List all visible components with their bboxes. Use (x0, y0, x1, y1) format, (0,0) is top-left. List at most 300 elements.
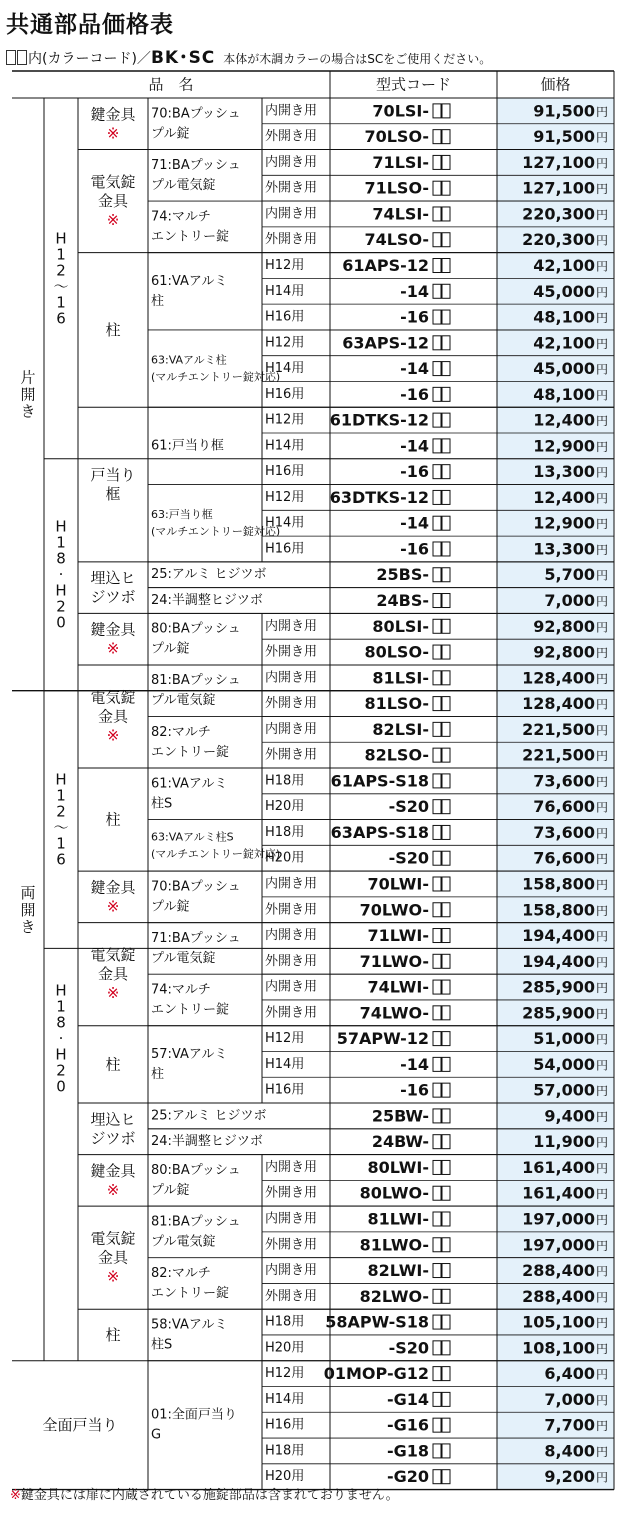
color-code-box-icon (433, 903, 441, 917)
currency-unit: 円 (596, 1290, 609, 1305)
item-name-text: 柱S (151, 796, 173, 812)
row-code: -G18 (386, 1441, 429, 1461)
color-code-box-icon (442, 1083, 450, 1097)
group-label-text: 電気錠 (90, 946, 136, 965)
row-sub-label: 外開き用 (265, 1005, 318, 1021)
row-price: 128,400 (522, 694, 595, 714)
color-code-box-icon (442, 980, 450, 994)
group-label (105, 321, 120, 339)
row-sub-label: H12用 (265, 335, 305, 351)
color-code-box-icon (433, 1109, 441, 1123)
item-name (151, 437, 224, 453)
item-name-text: 63:VAアルミ柱 (151, 353, 227, 367)
color-code-box-icon (433, 439, 441, 453)
row-code: 82LWI- (367, 1261, 429, 1281)
item-name-text: 25:アルミ ヒジツボ (151, 567, 267, 583)
currency-unit: 円 (596, 1212, 609, 1227)
color-code-box-icon (433, 336, 441, 350)
group-label-text: 金具 (97, 707, 129, 726)
group-label-text: 柱 (105, 320, 121, 339)
item-name-text: 63:戸当り框 (151, 508, 213, 522)
color-code-box-icon (442, 825, 450, 839)
row-code: -16 (400, 1080, 429, 1100)
reference-mark: ※ (106, 984, 120, 1003)
color-code-box-icon (442, 1238, 450, 1252)
row-price: 92,800 (533, 642, 595, 662)
color-code-box-icon (442, 800, 450, 814)
row-price: 45,000 (533, 359, 595, 379)
currency-unit: 円 (596, 1135, 609, 1150)
row-sub-label: H14用 (265, 515, 305, 531)
item-name-text: 61:VAアルミ (151, 273, 228, 289)
row-sub-label: 外開き用 (265, 1237, 318, 1253)
color-code-box-icon (433, 1186, 441, 1200)
footnote-mark: ※ (10, 1488, 21, 1503)
row-price: 57,000 (533, 1080, 595, 1100)
row-sub-label: 外開き用 (265, 180, 318, 196)
currency-unit: 円 (596, 336, 609, 351)
item-name-text: プル電気錠 (151, 177, 216, 193)
row-sub-label: 外開き用 (265, 1185, 318, 1201)
header-name: 品 名 (148, 75, 194, 94)
item-name (151, 1317, 227, 1352)
row-sub-label: 内開き用 (265, 876, 318, 892)
item-name-text: 01:全面戸当り (151, 1407, 237, 1423)
currency-unit: 円 (596, 311, 609, 326)
section-label (20, 368, 35, 420)
group-label-text: 電気錠 (90, 688, 136, 707)
color-code-box-icon (433, 1367, 441, 1381)
color-code-box-icon (433, 542, 441, 556)
row-sub-label: H12用 (265, 258, 305, 274)
group-label-text: 柱 (105, 1055, 121, 1074)
page-title: 共通部品価格表 (6, 12, 174, 38)
currency-unit: 円 (596, 697, 609, 712)
item-name-text: 25:アルミ ヒジツボ (151, 1108, 267, 1124)
color-code-box-icon (442, 697, 450, 711)
row-sub-label: H16用 (265, 1082, 305, 1098)
currency-unit: 円 (596, 130, 609, 145)
item-name-text: エントリー錠 (151, 1002, 230, 1018)
color-code-box-icon (433, 1341, 441, 1355)
color-code-box-icon (433, 1264, 441, 1278)
group-label (90, 1110, 135, 1147)
item-name-text: (マルチエントリー錠対応) (151, 370, 281, 384)
color-code-box-icon (442, 1264, 450, 1278)
item-name (151, 1266, 229, 1301)
size-label (55, 518, 66, 632)
row-price: 9,200 (544, 1467, 595, 1487)
color-code-box-icon (442, 1160, 450, 1174)
size-label-char: H (55, 981, 67, 1000)
color-code-box-icon (442, 362, 450, 376)
currency-unit: 円 (596, 852, 609, 867)
item-name (151, 1163, 241, 1198)
color-code-box-icon (433, 1212, 441, 1226)
row-sub-label: H18用 (265, 1314, 305, 1330)
item-name (151, 622, 241, 657)
size-label-char: 0 (56, 613, 66, 632)
row-price: 42,100 (533, 333, 595, 353)
row-price: 197,000 (522, 1235, 595, 1255)
currency-unit: 円 (596, 671, 609, 686)
group-label (90, 569, 135, 606)
currency-unit: 円 (596, 1238, 609, 1253)
color-code-box-icon (442, 954, 450, 968)
row-code: -S20 (388, 797, 429, 817)
color-code-box-icon (433, 181, 441, 195)
row-code: 24BW- (371, 1132, 429, 1152)
currency-unit: 円 (596, 594, 609, 609)
header-price: 価格 (540, 75, 571, 94)
currency-unit: 円 (596, 156, 609, 171)
color-code-box-icon (433, 310, 441, 324)
group-label-text: 埋込ヒ (90, 569, 136, 588)
size-label-char: 1 (56, 293, 66, 312)
row-code: 80LWO- (359, 1183, 429, 1203)
color-code-box-icon (442, 1186, 450, 1200)
footnote-text: 鍵金具には扉に内蔵されている施錠部品は含まれておりません。 (20, 1488, 399, 1503)
row-sub-label: H20用 (265, 1340, 305, 1356)
item-name (151, 209, 229, 244)
row-price: 13,300 (533, 462, 595, 482)
size-label-char: H (55, 581, 67, 600)
color-code-box-icon (442, 284, 450, 298)
color-code-box-icon (433, 722, 441, 736)
row-price: 91,500 (533, 127, 595, 147)
row-code: 71LSO- (364, 178, 429, 198)
color-code-box-icon (433, 929, 441, 943)
group-label-text: 戸当り (90, 466, 136, 485)
color-code-box-icon (442, 336, 450, 350)
row-sub-label: 内開き用 (265, 979, 318, 995)
size-label-char: 〜 (53, 277, 69, 296)
item-name (151, 274, 227, 309)
color-code-box-icon (433, 1392, 441, 1406)
group-label-text: 金具 (97, 1248, 129, 1267)
row-code: -S20 (388, 1338, 429, 1358)
item-name-text: 63:VAアルミ柱S (151, 830, 234, 844)
item-name (151, 1133, 263, 1149)
item-name-text: プル錠 (151, 126, 190, 142)
currency-unit: 円 (596, 1084, 609, 1099)
currency-unit: 円 (596, 104, 609, 119)
row-code: 58APW-S18 (325, 1312, 429, 1332)
row-price: 6,400 (544, 1364, 595, 1384)
color-code-box-icon (433, 774, 441, 788)
color-code-box-icon (433, 1006, 441, 1020)
row-price: 8,400 (544, 1441, 595, 1461)
group-label-text: 電気錠 (90, 173, 136, 192)
item-name-text: プル電気錠 (151, 1234, 216, 1250)
row-sub-label: 外開き用 (265, 1288, 318, 1304)
row-price: 285,900 (522, 977, 595, 997)
row-sub-label: H16用 (265, 464, 305, 480)
group-label (90, 173, 135, 229)
row-code: -14 (400, 359, 429, 379)
color-code-box-icon (442, 1418, 450, 1432)
row-sub-label: H12用 (265, 412, 305, 428)
row-price: 48,100 (533, 384, 595, 404)
color-code-box-icon (433, 362, 441, 376)
item-name-text: 70:BAプッシュ (151, 106, 241, 122)
color-code-box-icon (442, 903, 450, 917)
group-label-text: 鍵金具 (90, 105, 136, 124)
section-label-char: 両 (20, 883, 36, 902)
currency-unit: 円 (596, 903, 609, 918)
section-label-char: き (20, 917, 36, 936)
color-code-box-icon (433, 104, 441, 118)
section-label (20, 884, 35, 936)
row-sub-label: H18用 (265, 1443, 305, 1459)
row-price: 194,400 (522, 951, 595, 971)
size-label-char: 8 (56, 1013, 66, 1032)
color-code-box-icon (433, 1083, 441, 1097)
currency-unit: 円 (596, 259, 609, 274)
reference-mark: ※ (106, 124, 120, 143)
reference-mark: ※ (106, 897, 120, 916)
color-codes: BK･SC (150, 48, 216, 68)
size-label-char: · (58, 1029, 64, 1048)
size-label-char: 1 (56, 997, 66, 1016)
item-name-text: 81:BAプッシュ (151, 673, 241, 689)
color-code-box-icon (433, 954, 441, 968)
size-label-char: 1 (56, 786, 66, 805)
row-price: 12,400 (533, 487, 595, 507)
color-code-box-icon (442, 542, 450, 556)
currency-unit: 円 (596, 800, 609, 815)
row-price: 54,000 (533, 1054, 595, 1074)
row-sub-label: 内開き用 (265, 1159, 318, 1175)
color-code-box-icon (433, 1238, 441, 1252)
currency-unit: 円 (596, 620, 609, 635)
color-code-box-icon (442, 490, 450, 504)
row-code: -14 (400, 513, 429, 533)
row-code: 70LWI- (367, 874, 429, 894)
color-code-box-icon (433, 1032, 441, 1046)
group-label (90, 105, 136, 142)
group-label-text: 鍵金具 (90, 620, 136, 639)
currency-unit: 円 (596, 723, 609, 738)
item-name (151, 776, 227, 811)
row-price: 285,900 (522, 1003, 595, 1023)
currency-unit: 円 (596, 1006, 609, 1021)
currency-unit: 円 (596, 1058, 609, 1073)
size-label-char: 6 (56, 309, 66, 328)
currency-unit: 円 (596, 388, 609, 403)
color-code-box-icon (442, 568, 450, 582)
row-code: -14 (400, 1054, 429, 1074)
row-price: 76,600 (533, 797, 595, 817)
row-code: -16 (400, 384, 429, 404)
item-name-text: 58:VAアルミ (151, 1317, 228, 1333)
color-code-box-icon (433, 207, 441, 221)
color-code-box-icon (442, 851, 450, 865)
row-code: 70LWO- (359, 900, 429, 920)
group-label-text: 鍵金具 (90, 1161, 136, 1180)
row-sub-label: H20用 (265, 850, 305, 866)
row-code: 63APS-12 (342, 333, 429, 353)
subtitle-note: 本体が木調カラーの場合はSCをご使用ください。 (223, 52, 492, 66)
row-price: 288,400 (522, 1286, 595, 1306)
size-label-char: H (55, 770, 67, 789)
row-sub-label: H16用 (265, 541, 305, 557)
color-code-box-icon (433, 697, 441, 711)
row-sub-label: H16用 (265, 309, 305, 325)
size-label-char: 2 (56, 1061, 66, 1080)
color-code-box-icon (433, 490, 441, 504)
row-price: 42,100 (533, 256, 595, 276)
color-code-box-icon (442, 1444, 450, 1458)
currency-unit: 円 (596, 568, 609, 583)
group-label (105, 1326, 120, 1344)
item-name-text: エントリー錠 (151, 229, 230, 245)
row-code: 70LSI- (372, 101, 429, 121)
item-name-text: プル電気錠 (151, 693, 216, 709)
color-code-box-icon (442, 1006, 450, 1020)
row-price: 13,300 (533, 539, 595, 559)
item-name (151, 106, 241, 141)
item-name (151, 592, 263, 608)
group-label (105, 811, 120, 829)
row-price: 73,600 (533, 822, 595, 842)
row-price: 45,000 (533, 281, 595, 301)
section-label-char: 開 (20, 900, 36, 919)
row-code: 82LSI- (372, 719, 429, 739)
color-code-box-icon (442, 671, 450, 685)
color-code-box-icon (433, 284, 441, 298)
row-price: 128,400 (522, 668, 595, 688)
row-sub-label: 外開き用 (265, 953, 318, 969)
row-code: -14 (400, 436, 429, 456)
row-code: 80LWI- (367, 1157, 429, 1177)
color-code-box-icon (433, 387, 441, 401)
color-code-box-icon (433, 1289, 441, 1303)
color-code-box-icon (433, 568, 441, 582)
item-name-text: プル錠 (151, 641, 190, 657)
row-price: 51,000 (533, 1029, 595, 1049)
item-name-text: 71:BAプッシュ (151, 930, 241, 946)
color-code-box-icon (442, 310, 450, 324)
row-code: 63DTKS-12 (329, 487, 429, 507)
color-code-box-icon (442, 1315, 450, 1329)
group-label (90, 1162, 136, 1199)
size-label-char: 6 (56, 850, 66, 869)
currency-unit: 円 (596, 1341, 609, 1356)
color-code-box-icon (433, 516, 441, 530)
row-price: 92,800 (533, 616, 595, 636)
color-code-box-icon (442, 1032, 450, 1046)
row-sub-label: 内開き用 (265, 1263, 318, 1279)
currency-unit: 円 (596, 877, 609, 892)
color-code-box-icon (442, 1341, 450, 1355)
item-name-text: 82:マルチ (151, 724, 211, 740)
item-name (151, 1108, 267, 1123)
row-price: 9,400 (544, 1106, 595, 1126)
color-code-box-icon (433, 259, 441, 273)
row-code: 61APS-12 (342, 256, 429, 276)
color-code-box-icon (433, 825, 441, 839)
section-label-char: 片 (20, 368, 36, 387)
row-price: 221,500 (522, 719, 595, 739)
size-label (53, 229, 68, 327)
row-code: 81LSI- (372, 668, 429, 688)
size-label-char: 〜 (53, 818, 69, 837)
item-name (151, 1214, 241, 1249)
row-sub-label: H16用 (265, 386, 305, 402)
currency-unit: 円 (596, 1393, 609, 1408)
reference-mark: ※ (106, 1180, 120, 1199)
size-label-char: · (58, 565, 64, 584)
size-label-char: 1 (56, 245, 66, 264)
item-name-text: 74:マルチ (151, 209, 211, 225)
row-code: 71LSI- (372, 152, 429, 172)
size-label (53, 771, 68, 869)
currency-unit: 円 (596, 285, 609, 300)
row-price: 12,900 (533, 513, 595, 533)
color-code-box-icon (442, 1057, 450, 1071)
color-code-box-icon (442, 1367, 450, 1381)
row-code: 74LWO- (359, 1003, 429, 1023)
row-sub-label: 内開き用 (265, 1211, 318, 1227)
color-code-box-icon (433, 1418, 441, 1432)
currency-unit: 円 (596, 542, 609, 557)
group-label-text: 埋込ヒ (90, 1110, 136, 1129)
item-name-text: 柱 (151, 1066, 165, 1082)
row-sub-label: H14用 (265, 1056, 305, 1072)
currency-unit: 円 (596, 1470, 609, 1485)
row-price: 11,900 (533, 1132, 595, 1152)
size-label-char: 8 (56, 549, 66, 568)
color-code-box-icon (442, 233, 450, 247)
item-name (151, 1407, 237, 1443)
color-code-box-icon (442, 748, 450, 762)
currency-unit: 円 (596, 362, 609, 377)
size-label-char: H (55, 517, 67, 536)
currency-unit: 円 (596, 1367, 609, 1382)
row-code: 63APS-S18 (330, 822, 429, 842)
size-label-char: 0 (56, 1077, 66, 1096)
group-label-text: 框 (105, 485, 121, 504)
color-code-box-icon (433, 1160, 441, 1174)
item-name (151, 879, 241, 914)
currency-unit: 円 (596, 465, 609, 480)
item-name-text: 57:VAアルミ (151, 1046, 228, 1062)
color-code-box-icon (442, 259, 450, 273)
item-name-text: 61:戸当り框 (151, 438, 224, 454)
item-name (151, 982, 229, 1017)
color-code-box-icon (442, 1109, 450, 1123)
currency-unit: 円 (596, 1161, 609, 1176)
row-price: 161,400 (522, 1183, 595, 1203)
color-code-box-icon (433, 851, 441, 865)
color-code-box-icon (442, 774, 450, 788)
group-label-text: 金具 (97, 192, 129, 211)
color-code-box-icon (442, 155, 450, 169)
row-code: -S20 (388, 848, 429, 868)
reference-mark: ※ (106, 211, 120, 230)
row-price: 127,100 (522, 178, 595, 198)
color-code-box-icon (442, 439, 450, 453)
currency-unit: 円 (596, 1032, 609, 1047)
item-name-text: 柱S (151, 1337, 173, 1353)
size-label-char: 1 (56, 533, 66, 552)
row-code: 74LSI- (372, 204, 429, 224)
currency-unit: 円 (596, 207, 609, 222)
item-name-text: プル錠 (151, 1182, 190, 1198)
color-code-box-icon (442, 1212, 450, 1226)
currency-unit: 円 (596, 1444, 609, 1459)
